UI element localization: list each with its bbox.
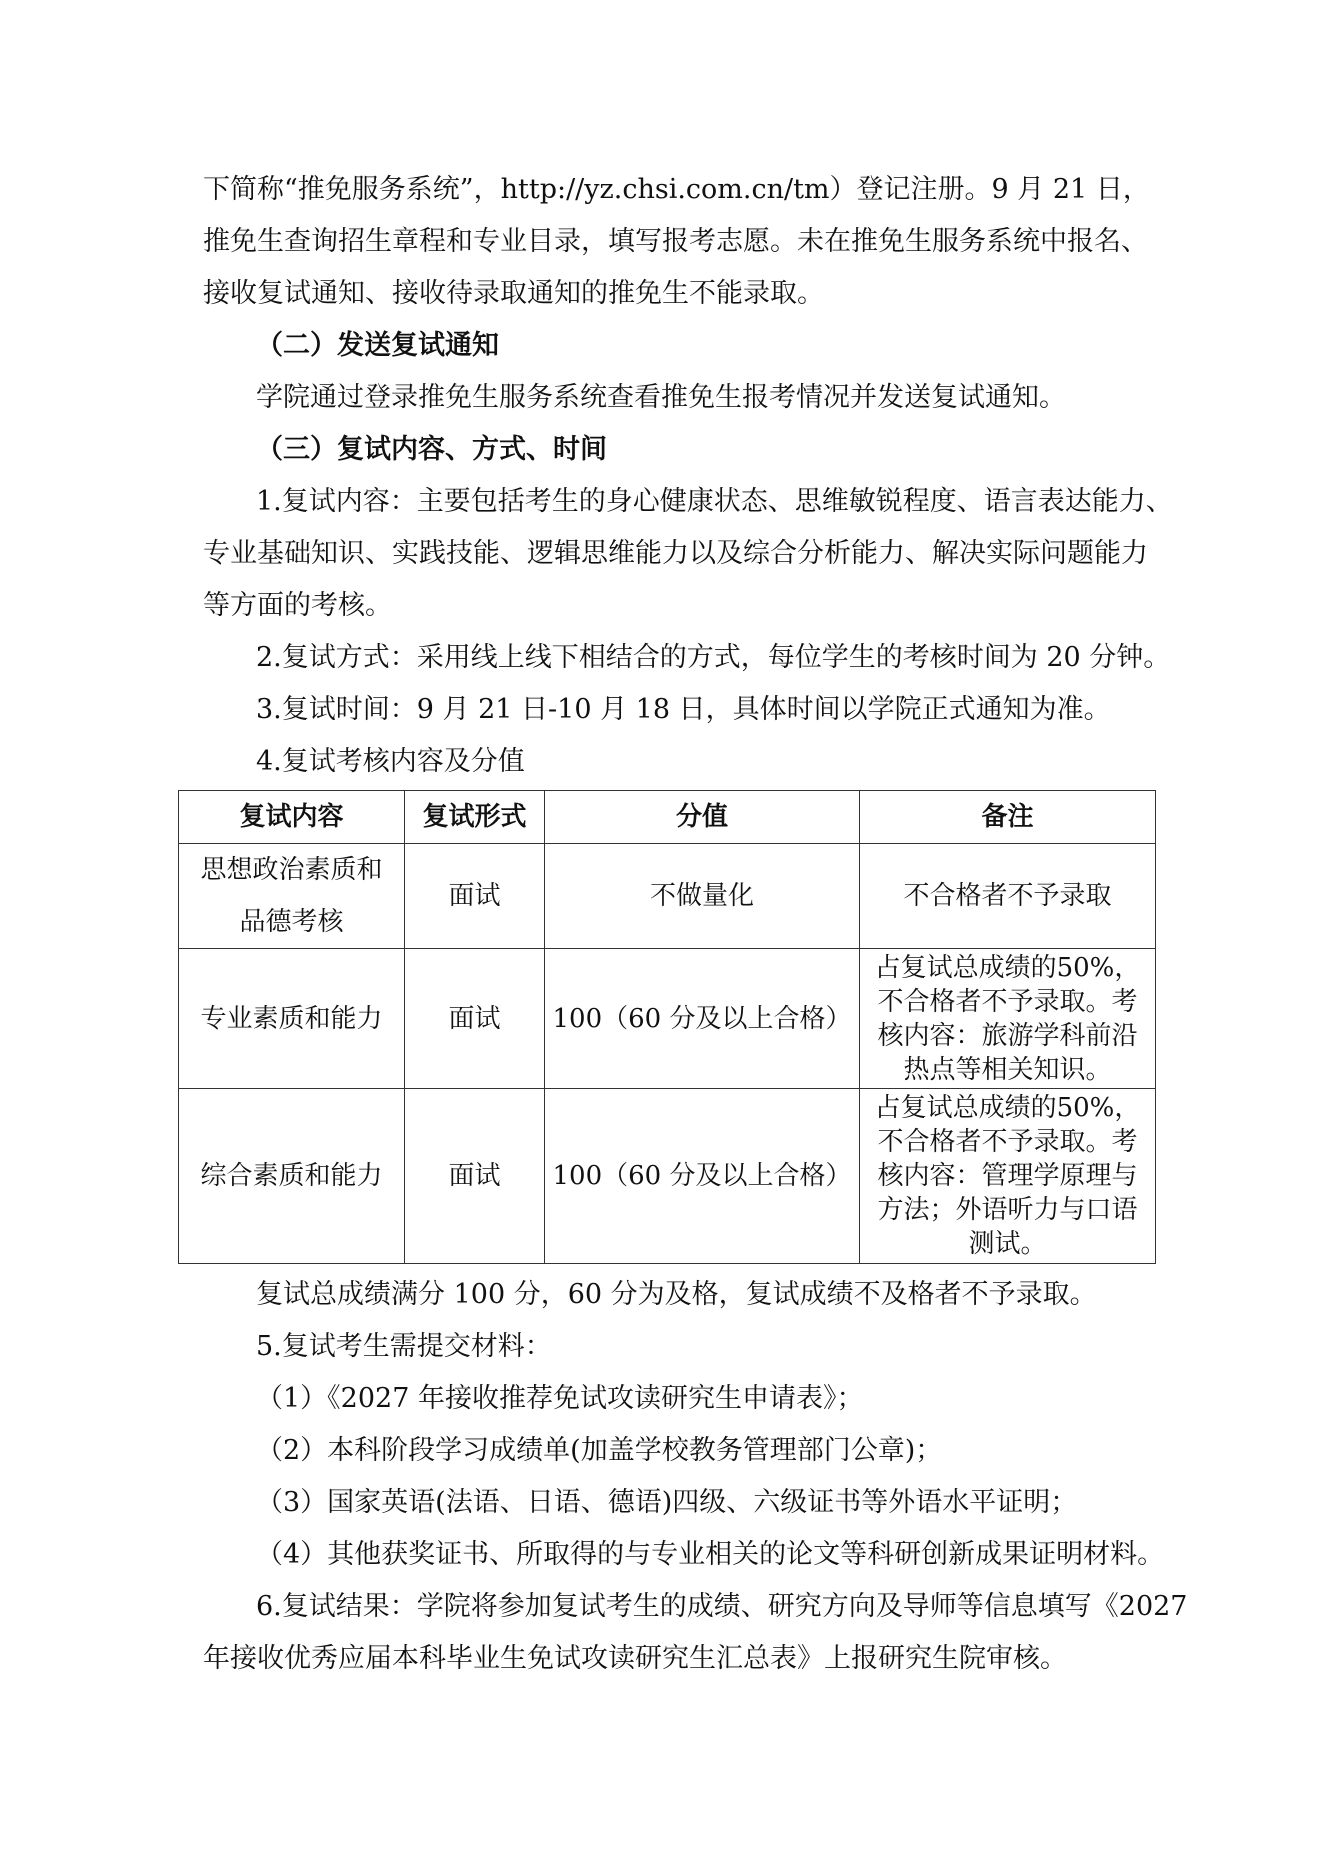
p6: 4.复试考核内容及分值 xyxy=(256,746,525,777)
table-cell: 占复试总成绩的50%，不合格者不予录取。考核内容：管理学原理与方法；外语听力与口语测试。 xyxy=(860,1089,1156,1264)
p9-line-2: 年接收优秀应届本科毕业生免试攻读研究生汇总表》上报研究生院审核。 xyxy=(203,1643,1067,1674)
p8: 5.复试考生需提交材料： xyxy=(256,1331,552,1362)
table-cell: 思想政治素质和品德考核 xyxy=(179,844,405,949)
table-row xyxy=(179,1089,1156,1264)
table-cell: 不合格者不予录取 xyxy=(860,844,1156,949)
p7: 复试总成绩满分 100 分，60 分为及格，复试成绩不及格者不予录取。 xyxy=(256,1279,1097,1310)
assessment-table xyxy=(178,790,1156,1264)
table-row xyxy=(179,844,1156,949)
table-cell: 占复试总成绩的50%，不合格者不予录取。考核内容：旅游学科前沿热点等相关知识。 xyxy=(860,949,1156,1089)
p3-line-2: 专业基础知识、实践技能、逻辑思维能力以及综合分析能力、解决实际问题能力 xyxy=(203,538,1148,569)
p2: 学院通过登录推免生服务系统查看推免生报考情况并发送复试通知。 xyxy=(256,382,1066,413)
table-cell: 100（60 分及以上合格） xyxy=(545,1089,860,1264)
material-4: （4）其他获奖证书、所取得的与专业相关的论文等科研创新成果证明材料。 xyxy=(256,1539,1165,1570)
table-cell: 100（60 分及以上合格） xyxy=(545,949,860,1089)
p9-line-1: 6.复试结果：学院将参加复试考生的成绩、研究方向及导师等信息填写《2027 xyxy=(256,1591,1188,1622)
table-cell: 面试 xyxy=(405,1089,545,1264)
p1-line-3: 接收复试通知、接收待录取通知的推免生不能录取。 xyxy=(203,278,824,309)
p4: 2.复试方式：采用线上线下相结合的方式，每位学生的考核时间为 20 分钟。 xyxy=(256,642,1171,673)
p3-line-3: 等方面的考核。 xyxy=(203,590,392,621)
p3-line-1: 1.复试内容：主要包括考生的身心健康状态、思维敏锐程度、语言表达能力、 xyxy=(256,486,1173,517)
table-header: 复试形式 xyxy=(405,791,545,844)
table-cell: 面试 xyxy=(405,949,545,1089)
p1-line-2: 推免生查询招生章程和专业目录，填写报考志愿。未在推免生服务系统中报名、 xyxy=(203,226,1148,257)
table-cell: 不做量化 xyxy=(545,844,860,949)
material-3: （3）国家英语(法语、日语、德语)四级、六级证书等外语水平证明； xyxy=(256,1487,1078,1518)
table-header: 备注 xyxy=(860,791,1156,844)
section-heading-2: （二）发送复试通知 xyxy=(256,330,499,361)
table-row xyxy=(179,949,1156,1089)
table-cell: 专业素质和能力 xyxy=(179,949,405,1089)
table-cell: 面试 xyxy=(405,844,545,949)
p1-line-1: 下简称“推免服务系统”，http://yz.chsi.com.cn/tm）登记注册。9 月 21 日， xyxy=(203,174,1150,205)
p5: 3.复试时间：9 月 21 日-10 月 18 日，具体时间以学院正式通知为准。 xyxy=(256,694,1111,725)
table-header-row xyxy=(179,791,1156,844)
material-2: （2）本科阶段学习成绩单(加盖学校教务管理部门公章)； xyxy=(256,1435,943,1466)
table-cell: 综合素质和能力 xyxy=(179,1089,405,1264)
table-header: 分值 xyxy=(545,791,860,844)
material-1: （1）《2027 年接收推荐免试攻读研究生申请表》； xyxy=(256,1383,864,1414)
section-heading-3: （三）复试内容、方式、时间 xyxy=(256,434,607,465)
table-header: 复试内容 xyxy=(179,791,405,844)
